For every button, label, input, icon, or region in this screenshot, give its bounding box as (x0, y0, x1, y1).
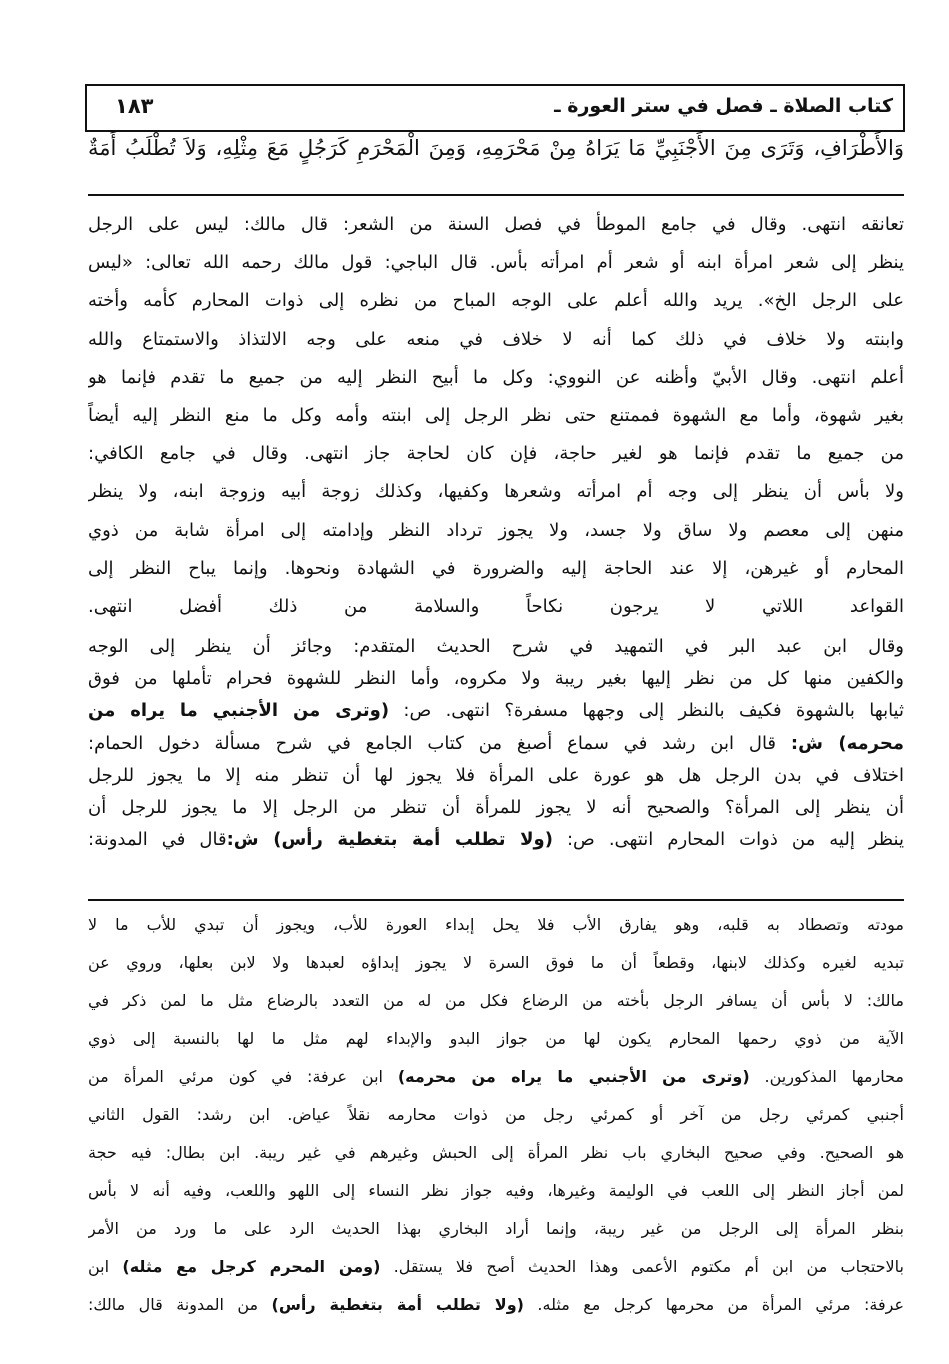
text-line (88, 792, 904, 824)
text-line (88, 982, 904, 1020)
text-segment: المحارم أو غيرهن، إلا عند الحاجة إليه والضرورة في الشهادة ونحوها. وإنما يباح النظر إلى (88, 557, 904, 579)
text-segment: الآية من ذوي رحمها المحارم يكون لها من جواز البدو والإبداء لهم مثل ما لها بالنسبة إلى ذوي (88, 1029, 904, 1048)
paragraph-2 (88, 631, 904, 856)
text-segment: مالك: لا بأس أن يسافر الرجل بأخته من الرضاع فكل من له من التعدد بالرضاع مثل ما لمن ذكر في (88, 991, 904, 1010)
text-segment: بالاحتجاب من ابن أم مكتوم الأعمى وهذا الحديث أصح فلا يستقل. (380, 1257, 904, 1276)
text-line (88, 206, 904, 244)
paragraph-1 (88, 206, 904, 626)
text-line (88, 550, 904, 588)
text-line (88, 1210, 904, 1248)
text-segment: ابن (88, 1257, 123, 1276)
running-header (85, 84, 905, 132)
text-line (88, 1286, 904, 1324)
text-line (88, 1058, 904, 1096)
text-segment: عرفة: مرئي المرأة من محرمها كرجل مع مثله. (523, 1295, 904, 1314)
text-line (88, 906, 904, 944)
text-segment: بغير شهوة، وأما مع الشهوة فممتنع حتى نظر الرجل إلى ابنته وأمه وكل ما منع النظر إليه أيضاً (88, 404, 904, 426)
divider-top (88, 194, 904, 196)
text-line (88, 1248, 904, 1286)
text-segment: منهن إلى معصم ولا ساق ولا جسد، ولا يجوز ترداد النظر وإدامته إلى امرأة شابة من ذوي (88, 519, 904, 541)
text-segment: أن ينظر إلى المرأة؟ والصحيح أنه لا يجوز للمرأة أن تنظر من الرجل إلا ما يجوز للرجل أن (88, 796, 904, 818)
text-line (88, 1134, 904, 1172)
text-line (88, 824, 904, 856)
text-segment: ابن عرفة: في كون مرئي المرأة من (88, 1067, 398, 1086)
bold-quote: (وترى من الأجنبي ما يراه من محرمه) (397, 1067, 750, 1086)
text-line (88, 663, 904, 695)
text-segment: وابنته ولا خلاف في ذلك كما أنه لا خلاف في منعه على وجه الالتذاذ والاستمتاع والله (88, 328, 904, 350)
text-segment: ينظر إليه من ذوات المحارم انتهى. ص: (552, 829, 904, 851)
text-line (88, 282, 904, 320)
text-segment: لمن أجاز النظر إلى اللعب في الوليمة وغيرها، وفيه جواز نظر النساء إلى اللهو واللعب، وفيه أنه لا بأس (88, 1181, 904, 1200)
text-segment: القواعد اللاتي لا يرجون نكاحاً والسلامة من ذلك أفضل انتهى. (88, 595, 904, 617)
text-segment: ولا بأس أن ينظر إلى وجه أم امرأته وشعرها وكفيها، وكذلك زوجة أبيه وزوجة ابنه، ولا ينظر (88, 481, 904, 503)
text-line (88, 631, 904, 663)
text-line (88, 944, 904, 982)
text-segment: قال في المدونة: (88, 829, 227, 851)
text-line (88, 473, 904, 511)
chapter-title: كتاب الصلاة ـ فصل في ستر العورة ـ (554, 95, 893, 117)
text-line (88, 244, 904, 282)
bold-quote: (وترى من الأجنبي ما يراه من (88, 700, 390, 722)
text-segment: أجنبي كمرئي رجل من آخر أو كمرئي رجل من ذوات محارمه نقلاً عياض. ابن رشد: القول الثاني (88, 1105, 904, 1124)
text-line (88, 728, 904, 760)
matn-verse: وَالأَطْرَافِ، وَتَرَى مِنَ الأَجْنَبِيِّ مَا يَرَاهُ مِنْ مَحْرَمِهِ، وَمِنَ الْمَحْرَمِ كَرَجُلٍ مَعَ مِثْلِهِ، وَلاَ تُطْلَبُ أَمَةٌ (88, 136, 904, 160)
text-segment: هو الصحيح. وفي صحيح البخاري باب نظر المرأة إلى الحبش وغيرهم في غير ريبة. ابن بطال: فيه حجة (88, 1143, 904, 1162)
text-segment: من المدونة قال مالك: (88, 1295, 272, 1314)
footnote-section (88, 906, 904, 1324)
text-line (88, 1172, 904, 1210)
text-segment: بنظر المرأة إلى الرجل من غير ريبة، وإنما أراد البخاري بهذا الحديث الرد على ما ورد من الأمر (88, 1219, 904, 1238)
bold-quote: (ولا تطلب أمة بتغطية رأس) ش: (226, 829, 553, 851)
text-line (88, 1020, 904, 1058)
text-line (88, 512, 904, 550)
text-segment: ينظر إلى شعر امرأة ابنه أو شعر أم امرأته بأس. قال الباجي: قول مالك رحمه الله تعالى: «ليس (88, 252, 904, 274)
text-segment: أعلم انتهى. وقال الأبيّ وأظنه عن النووي: وكل ما أبيح النظر إليه من جميع ما تقدم فإنما هو (88, 366, 904, 388)
text-segment: والكفين منها كل من نظر إليها بغير ريبة ولا مكروه، وأما النظر للشهوة فحرام تأملها من فوق (88, 668, 904, 690)
text-line (88, 397, 904, 435)
text-segment: وقال ابن عبد البر في التمهيد في شرح الحديث المتقدم: وجائز أن ينظر إلى الوجه (88, 636, 904, 657)
text-line (88, 588, 904, 626)
text-line (88, 321, 904, 359)
text-line (88, 359, 904, 397)
bold-quote: (ومن المحرم كرجل مع مثله) (122, 1257, 381, 1276)
divider-footnote (88, 899, 904, 901)
text-line (88, 435, 904, 473)
text-line (88, 760, 904, 792)
bold-quote: محرمه) ش: (790, 732, 904, 754)
text-segment: اختلاف في بدن الرجل هل هو عورة على المرأة فلا يجوز لها أن تنظر منه إلا ما يجوز للرجل (88, 764, 904, 786)
text-segment: على الرجل الخ». يريد والله أعلم على الوجه المباح من نظره إلى ذوات المحارم كأمه وأخته (88, 290, 904, 312)
text-line (88, 695, 904, 727)
bold-quote: (ولا تطلب أمة بتغطية رأس) (271, 1295, 524, 1314)
text-line (88, 1096, 904, 1134)
text-segment: مودته وتصطاد به قلبه، وهو يفارق الأب فلا يحل إبداء العورة للأب، ويجوز أن تبدي للأب ما لا (88, 915, 904, 934)
text-segment: قال ابن رشد في سماع أصبغ من كتاب الجامع في شرح مسألة دخول الحمام: (88, 732, 791, 754)
text-segment: ثيابها بالشهوة فكيف بالنظر إلى وجهها مسفرة؟ انتهى. ص: (389, 700, 904, 722)
text-segment: تبديه لغيره وكذلك لابنها، وقطعاً أن ما فوق السرة لا يجوز إبداؤه لعبدها ولا لابن بعلها، وروي عن (88, 953, 904, 972)
text-segment: من جميع ما تقدم فإنما هو لغير حاجة، فإن كان لحاجة جاز انتهى. وقال في جامع الكافي: (88, 443, 904, 465)
page-number: ١٨٣ (115, 94, 154, 118)
text-segment: تعانقه انتهى. وقال في جامع الموطأ في فصل السنة من الشعر: قال مالك: ليس على الرجل (88, 214, 904, 235)
text-segment: محارمها المذكورين. (749, 1067, 904, 1086)
